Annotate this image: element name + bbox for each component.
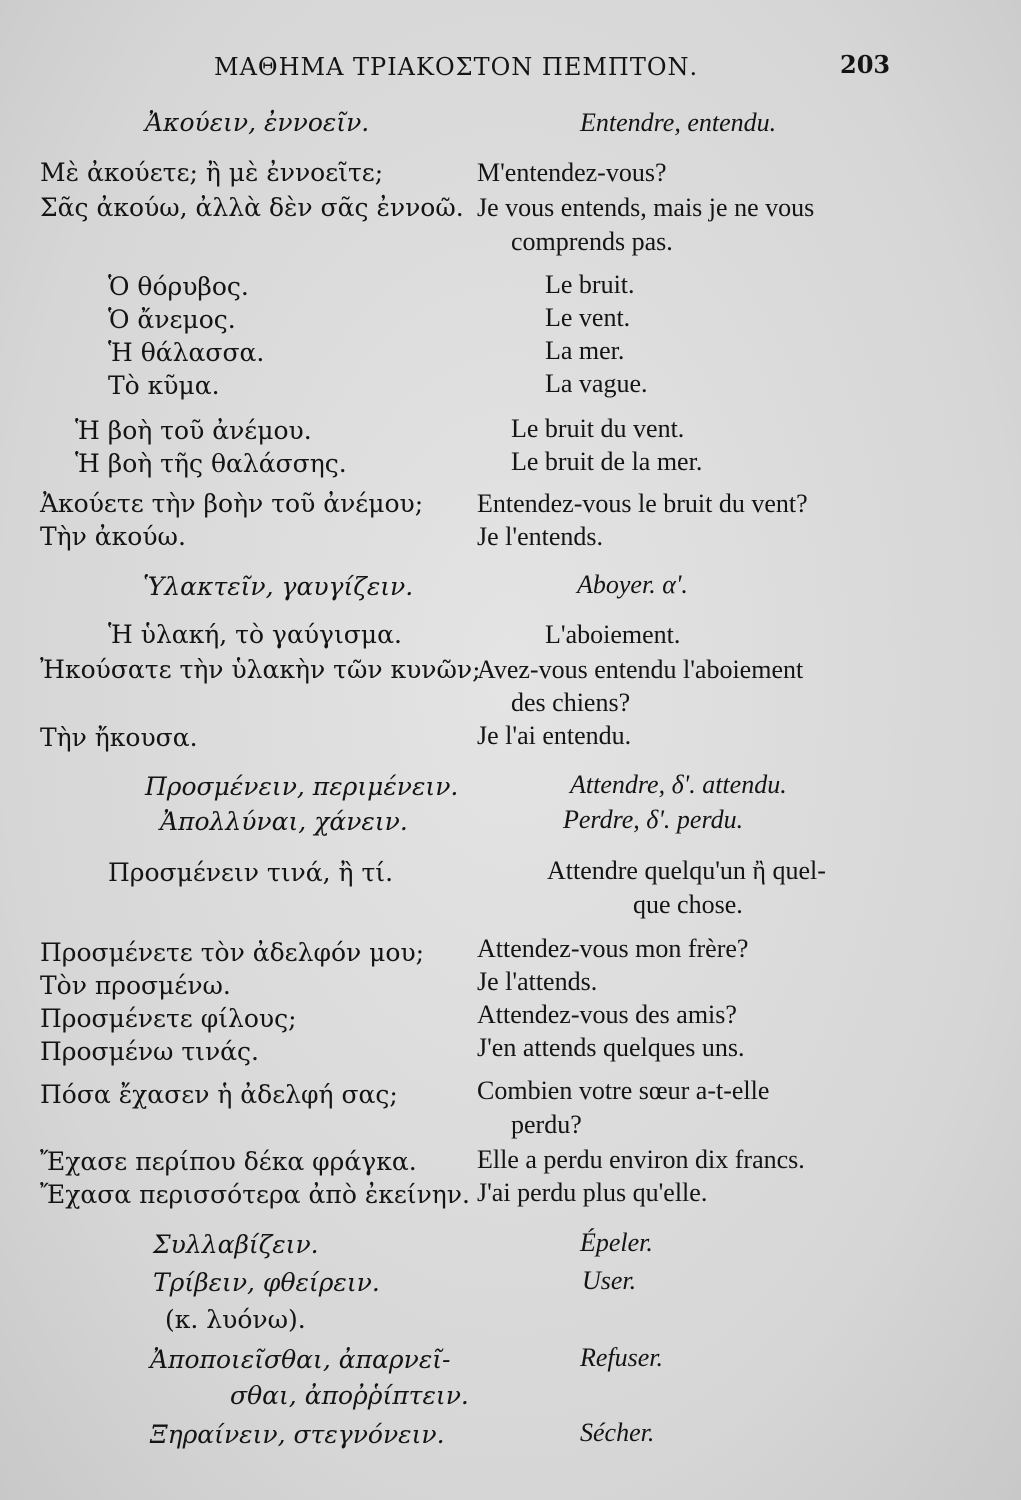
greek-heading: Συλλαβίζειν. (153, 1230, 319, 1259)
greek-line: Ἀκούετε τὴν βοὴν τοῦ ἀνέμου; (40, 489, 424, 518)
greek-line: Ὁ θόρυβος. (108, 272, 249, 301)
french-line: Combien votre sœur a-t-elle (477, 1076, 770, 1105)
french-heading: Sécher. (580, 1418, 655, 1447)
french-line: M'entendez-vous? (477, 158, 667, 187)
greek-line: Ἔχασα περισσότερα ἀπὸ ἐκείνην. (40, 1180, 470, 1209)
greek-heading: Ἀπολλύναι, χάνειν. (160, 807, 408, 836)
greek-heading: Τρίβειν, φθείρειν. (153, 1268, 380, 1297)
greek-line: Προσμένω τινάς. (40, 1037, 260, 1066)
greek-line: Μὲ ἀκούετε; ἢ μὲ ἐννοεῖτε; (40, 158, 384, 187)
french-line: J'en attends quelques uns. (477, 1033, 745, 1062)
greek-line: Ἔχασε περίπου δέκα φράγκα. (40, 1147, 417, 1176)
greek-heading: σθαι, ἀποῤῥίπτειν. (230, 1381, 469, 1410)
greek-line: Ἡ βοὴ τοῦ ἀνέμου. (75, 416, 312, 445)
french-line: que chose. (633, 890, 743, 919)
greek-line: Ὁ ἄνεμος. (108, 305, 236, 334)
greek-heading: Ἀκούειν, ἐννοεῖν. (145, 108, 370, 137)
greek-line: Προσμένετε φίλους; (40, 1004, 297, 1033)
french-heading: Refuser. (580, 1343, 664, 1372)
greek-line: Πόσα ἔχασεν ἡ ἀδελφή σας; (40, 1080, 398, 1109)
french-line: Attendez-vous des amis? (477, 1000, 737, 1029)
french-line: Le bruit de la mer. (511, 447, 703, 476)
french-line: Attendez-vous mon frère? (477, 934, 749, 963)
greek-line: Ἡ ὑλακή, τὸ γαύγισμα. (108, 620, 402, 649)
greek-heading: Προσμένειν, περιμένειν. (145, 772, 459, 801)
french-line: Le bruit. (545, 270, 635, 299)
french-line: Elle a perdu environ dix francs. (477, 1145, 805, 1174)
greek-line: Σᾶς ἀκούω, ἀλλὰ δὲν σᾶς ἐννοῶ. (40, 193, 464, 222)
french-line: Avez-vous entendu l'aboiement (477, 655, 804, 684)
greek-line: Τὸν προσμένω. (40, 971, 231, 1000)
french-line: des chiens? (511, 688, 631, 717)
greek-line: (κ. λυόνω). (165, 1305, 306, 1334)
french-heading: Entendre, entendu. (580, 108, 777, 137)
french-heading: Attendre, δ'. attendu. (570, 770, 787, 799)
greek-heading: Ξηραίνειν, στεγνόνειν. (150, 1420, 445, 1449)
french-line: La vague. (545, 369, 648, 398)
french-heading: Épeler. (580, 1228, 653, 1257)
french-line: L'aboiement. (545, 620, 681, 649)
greek-line: Ἠκούσατε τὴν ὑλακὴν τῶν κυνῶν; (40, 655, 481, 684)
french-line: La mer. (545, 336, 625, 365)
french-heading: User. (582, 1266, 637, 1295)
greek-line: Προσμένετε τὸν ἀδελφόν μου; (40, 938, 425, 967)
french-line: J'ai perdu plus qu'elle. (477, 1178, 708, 1207)
greek-line: Προσμένειν τινά, ἢ τί. (108, 858, 394, 887)
greek-line: Ἡ θάλασσα. (108, 338, 265, 367)
greek-line: Τὸ κῦμα. (108, 371, 220, 400)
page-number: 203 (840, 50, 891, 79)
french-line: Attendre quelqu'un ἢ quel- (547, 856, 826, 885)
french-heading: Perdre, δ'. perdu. (563, 805, 744, 834)
french-line: Le vent. (545, 303, 631, 332)
french-line: perdu? (511, 1110, 582, 1139)
greek-line: Τὴν ἀκούω. (40, 522, 186, 551)
french-line: Entendez-vous le bruit du vent? (477, 489, 808, 518)
french-line: Je l'attends. (477, 967, 598, 996)
greek-heading: Ἀποποιεῖσθαι, ἀπαρνεῖ- (150, 1345, 451, 1374)
french-line: Je l'entends. (477, 522, 603, 551)
greek-line: Τὴν ἤκουσα. (40, 723, 198, 752)
french-heading: Aboyer. α'. (577, 570, 688, 599)
page-title: ΜΑΘΗΜΑ ΤΡΙΑΚΟΣΤΟΝ ΠΕΜΠΤΟΝ. (214, 53, 699, 81)
greek-line: Ἡ βοὴ τῆς θαλάσσης. (75, 449, 347, 478)
french-line: Le bruit du vent. (511, 414, 685, 443)
french-line: comprends pas. (511, 227, 673, 256)
french-line: Je l'ai entendu. (477, 721, 632, 750)
greek-heading: Ὑλακτεῖν, γαυγίζειν. (143, 572, 414, 601)
french-line: Je vous entends, mais je ne vous (477, 193, 815, 222)
